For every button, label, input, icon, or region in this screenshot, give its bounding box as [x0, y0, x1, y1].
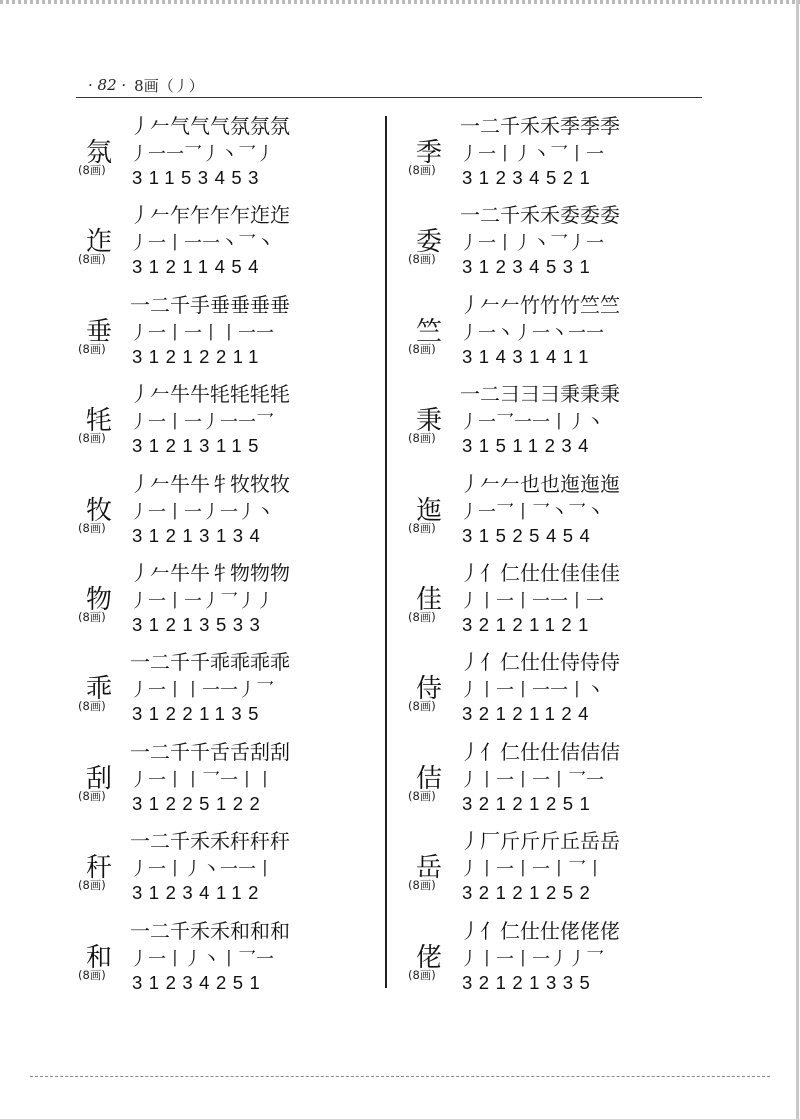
entry-character: 岳	[416, 853, 443, 884]
stroke-shapes: 丿一丨一一丶乛丶	[130, 233, 274, 255]
stroke-code-numbers: 31225122	[132, 792, 267, 814]
character-entry	[408, 915, 708, 1004]
stroke-code-numbers: 31211454	[132, 256, 265, 278]
stroke-progression: 一二千禾禾季季季	[460, 114, 620, 138]
stroke-count-label: (8画)	[78, 431, 106, 446]
character-entry	[78, 289, 378, 378]
stroke-code-numbers: 32121124	[462, 703, 595, 725]
stroke-shapes: 丿丨一丨一丨乛丨	[460, 859, 604, 881]
character-entry	[78, 736, 378, 825]
stroke-progression: 丿亻仁仕仕佳佳佳	[460, 560, 620, 585]
stroke-shapes: 丿一丨一丿一丿丶	[130, 501, 274, 523]
stroke-count-label: (8画)	[78, 699, 106, 714]
entry-character: 季	[416, 138, 443, 168]
character-entry	[408, 378, 708, 467]
entry-character: 秆	[86, 853, 113, 884]
page-header	[88, 74, 204, 96]
stroke-progression: 丿亻仁仕仕佬佬佬	[460, 918, 620, 943]
character-entry	[78, 378, 378, 467]
stroke-count-label: (8画)	[408, 878, 436, 893]
stroke-shapes: 丿丨一丨一丿丿乛	[460, 948, 604, 970]
right-column	[408, 110, 708, 1004]
stroke-progression: 丿𠂉气气气氛氛氛	[130, 114, 290, 138]
entry-character: 迤	[416, 495, 443, 526]
character-entry	[408, 199, 708, 288]
stroke-code-numbers: 31234521	[462, 167, 597, 188]
character-entry	[78, 468, 378, 557]
stroke-shapes: 丿一丨丨乛一丨丨	[130, 769, 274, 791]
stroke-progression: 一二千禾禾委委委	[460, 203, 620, 228]
stroke-count-label: (8画)	[408, 431, 436, 446]
character-entry	[78, 915, 378, 1004]
stroke-code-numbers: 32121251	[462, 792, 597, 814]
stroke-code-numbers: 31234251	[132, 971, 267, 993]
stroke-shapes: 丿一丨丨一一丿乛	[130, 680, 274, 702]
stroke-shapes: 丿一乛丨乛丶乛丶	[460, 501, 604, 523]
entry-character: 垂	[86, 316, 113, 347]
stroke-code-numbers: 31221135	[132, 703, 265, 725]
entry-character: 物	[86, 584, 113, 615]
entry-character: 竺	[416, 316, 443, 347]
stroke-count-label: (8画)	[408, 341, 436, 356]
character-entry	[78, 557, 378, 646]
character-entry	[408, 110, 708, 199]
entry-character: 刮	[86, 763, 113, 794]
page-number: · 82 ·	[88, 76, 127, 94]
stroke-progression: 丿𠂉𠂉竹竹竹竺竺	[460, 292, 620, 317]
stroke-count-label: (8画)	[408, 609, 436, 624]
stroke-progression: 丿𠂉𠂉也也迤迤迤	[460, 471, 620, 496]
stroke-shapes: 丿一丨一丿一一乛	[130, 412, 274, 434]
entry-character: 氛	[86, 138, 113, 168]
stroke-progression: 一二千千舌舌刮刮	[130, 739, 290, 764]
character-entry	[408, 736, 708, 825]
stroke-progression: 丿𠂉乍乍乍乍迮迮	[130, 203, 290, 228]
stroke-shapes: 丿丨一丨一丨乛一	[460, 769, 604, 791]
stroke-code-numbers: 32121335	[462, 971, 597, 993]
stroke-count-label: (8画)	[78, 609, 106, 624]
stroke-count-label: (8画)	[78, 788, 106, 803]
stroke-code-numbers: 31213115	[132, 435, 265, 457]
character-entry	[408, 646, 708, 735]
character-entry	[408, 468, 708, 557]
stroke-code-numbers: 31525454	[462, 524, 597, 546]
character-entry	[78, 646, 378, 735]
stroke-count-label: (8画)	[78, 878, 106, 893]
section-title: 8画（丿）	[134, 76, 204, 95]
entry-character: 佳	[416, 584, 443, 615]
scan-edge-right	[796, 0, 799, 1119]
stroke-count-label: (8画)	[78, 967, 106, 982]
character-entry	[408, 557, 708, 646]
stroke-shapes: 丿一丨丿丶乛丿一	[460, 233, 604, 255]
stroke-count-label: (8画)	[408, 967, 436, 982]
stroke-code-numbers: 31153453	[132, 167, 265, 188]
stroke-progression: 丿厂斤斤斤丘岳岳	[460, 829, 620, 854]
stroke-progression: 一二千禾禾秆秆秆	[130, 829, 290, 854]
stroke-code-numbers: 31431411	[462, 345, 595, 367]
header-rule	[76, 97, 702, 98]
stroke-code-numbers: 31511234	[462, 435, 595, 457]
left-column	[78, 110, 378, 1004]
entry-character: 牧	[86, 495, 113, 526]
stroke-shapes: 丿一丨丿丶乛丨一	[460, 144, 604, 165]
stroke-code-numbers: 31213134	[132, 524, 267, 546]
entry-character: 秉	[416, 406, 443, 437]
stroke-shapes: 丿丨一丨一一丨一	[460, 590, 604, 612]
character-entry	[78, 825, 378, 914]
character-entry	[78, 110, 378, 199]
stroke-shapes: 丿一丨一丨丨一一	[130, 322, 274, 344]
stroke-progression: 丿𠂉牛牛牜牧牧牧	[130, 471, 290, 496]
stroke-code-numbers: 31234531	[462, 256, 597, 278]
stroke-code-numbers: 32121252	[462, 882, 597, 904]
stroke-progression: 丿亻仁仕仕佶佶佶	[460, 739, 620, 764]
stroke-shapes: 丿一乛一一丨丿丶	[460, 412, 604, 434]
stroke-count-label: (8画)	[408, 252, 436, 267]
character-entry	[78, 199, 378, 288]
stroke-count-label: (8画)	[408, 520, 436, 535]
scan-edge-bottom	[30, 1076, 770, 1077]
stroke-shapes: 丿一丶丿一丶一一	[460, 322, 604, 344]
stroke-progression: 一二千手垂垂垂垂	[130, 292, 290, 317]
stroke-progression: 丿𠂉牛牛牦牦牦牦	[130, 382, 290, 407]
entry-character: 牦	[86, 406, 113, 437]
stroke-count-label: (8画)	[78, 520, 106, 535]
scan-edge-top	[0, 0, 800, 4]
stroke-count-label: (8画)	[78, 341, 106, 356]
stroke-code-numbers: 32121121	[462, 613, 595, 635]
stroke-count-label: (8画)	[408, 699, 436, 714]
character-entry	[408, 289, 708, 378]
stroke-progression: 一二彐彐彐秉秉秉	[460, 382, 620, 407]
entry-character: 佬	[416, 942, 443, 973]
stroke-progression: 一二千千乖乖乖乖	[130, 650, 290, 675]
stroke-shapes: 丿一一乛丿丶乛丿	[130, 144, 274, 165]
stroke-progression: 丿亻仁仕仕侍侍侍	[460, 650, 620, 675]
stroke-shapes: 丿一丨一丿乛丿丿	[130, 590, 274, 612]
stroke-shapes: 丿一丨丿丶一一丨	[130, 859, 274, 881]
stroke-code-numbers: 31213533	[132, 613, 267, 635]
stroke-shapes: 丿丨一丨一一丨丶	[460, 680, 604, 702]
entry-character: 佶	[416, 763, 443, 794]
stroke-count-label: (8画)	[78, 252, 106, 267]
entry-character: 委	[416, 227, 443, 258]
stroke-count-label: (8画)	[78, 163, 106, 177]
entry-character: 侍	[416, 674, 443, 705]
entry-character: 迮	[86, 227, 113, 258]
stroke-progression: 丿𠂉牛牛牜物物物	[130, 560, 290, 585]
stroke-code-numbers: 31234112	[132, 882, 265, 904]
stroke-code-numbers: 31212211	[132, 345, 265, 367]
stroke-count-label: (8画)	[408, 163, 436, 177]
entry-character: 和	[86, 942, 113, 973]
stroke-shapes: 丿一丨丿丶丨乛一	[130, 948, 274, 970]
stroke-count-label: (8画)	[408, 788, 436, 803]
column-divider	[385, 116, 387, 988]
stroke-progression: 一二千禾禾和和和	[130, 918, 290, 943]
entry-character: 乖	[86, 674, 113, 705]
character-entry	[408, 825, 708, 914]
